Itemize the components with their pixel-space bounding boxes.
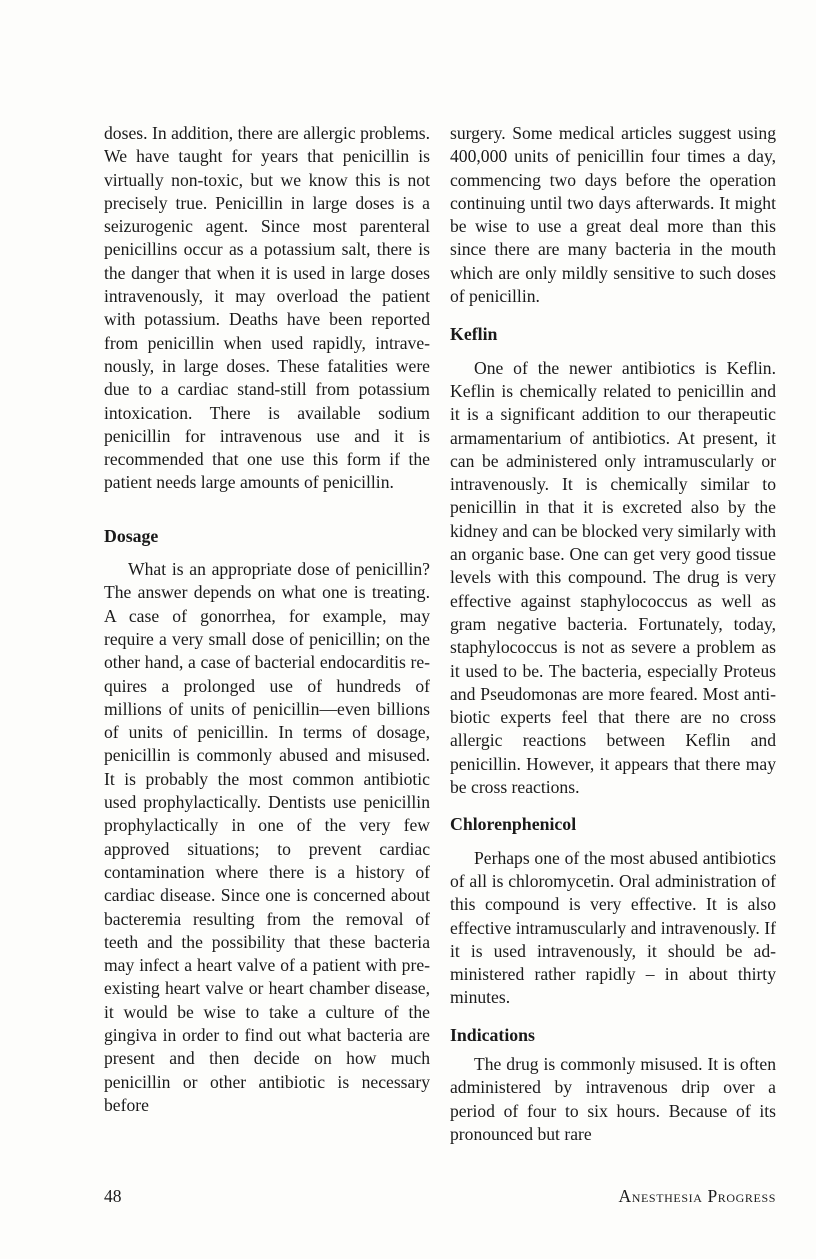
body-paragraph-keflin: One of the newer antibiotics is Keflin. Keflin is chemically related to penicillin and it is a significant addition to our therapeutic armamentarium of antibiotics. At present, it can be administered only intramuscularly or intravenously. It is chemically similar to penicillin in that it is excreted also by the kidney and can be blocked very similarly with an organic base. One can get very good tissue levels with this compound. The drug is very effective against staphylococcus as well as gram negative bacteria. Fortunately, today, staphylococcus is not as severe a problem as it used to be. The bacteria, especially Proteus and Pseudomonas are more feared. Most antibiotic experts feel that there are no cross allergic reactions between Keflin and penicillin. However, it appears that there may be cross reactions.	[450, 357, 776, 798]
body-paragraph-chloromycetin: Perhaps one of the most abused antibiotics of all is chloromycetin. Oral administration of this compound is very effective. It is also effective intramuscularly and intravenously. If it is used intravenously, it should be administered rather rapidly – in about thirty minutes.	[450, 847, 776, 1008]
section-heading-indications: Indications	[450, 1024, 535, 1045]
section-heading-dosage: Dosage	[104, 525, 159, 546]
section-heading-chlorenphenicol: Chlorenphenicol	[450, 814, 577, 835]
left-column	[104, 122, 430, 1117]
page-number: 48	[104, 1186, 122, 1206]
section-heading-keflin: Keflin	[450, 324, 498, 345]
body-paragraph-indications: The drug is commonly misused. It is often administered by intravenous drip over a period of four to six hours. Because of its pronounced but rare	[450, 1053, 776, 1144]
journal-title: Anesthesia Progress	[618, 1186, 776, 1206]
body-paragraph-dosage: What is an appropriate dose of penicillin? The answer depends on what one is treating. A case of gonorrhea, for example, may require a very small dose of penicillin; on the other hand, a case of bacterial endocarditis requires a prolonged use of hundreds of millions of units of penicillin—even billions of units of penicillin. In terms of dosage, penicillin is commonly abused and misused. It is probably the most common antibiotic used prophylactically. Dentists use penicillin prophylactically in one of the very few approved situations; to prevent cardiac contamination where there is a history of cardiac disease. Since one is concerned about bacteremia resulting from the removal of teeth and the possibility that these bacteria may infect a heart valve of a patient with preexisting heart valve or heart chamber disease, it would be wise to take a culture of the gingiva in order to find out what bacteria are present and then decide on how much penicillin or other antibiotic is necessary before	[104, 559, 430, 1115]
body-paragraph-allergic-problems: doses. In addition, there are allergic problems. We have taught for years that penicillin is virtually non-toxic, but we know this is not precisely true. Penicillin in large doses is a seizurogenic agent. Since most parenteral penicillins occur as a potassium salt, there is the danger that when it is used in large doses intravenously, it may overload the patient with potassium. Deaths have been reported from penicillin when used rapidly, intravenously, in large doses. These fatalities were due to a cardiac stand-still from potassium intoxication. There is available sodium penicillin for intravenous use and it is recommended that one use this form if the patient needs large amounts of penicillin.	[104, 123, 430, 493]
right-column	[450, 122, 776, 1146]
body-paragraph-surgery: surgery. Some medical articles suggest using 400,000 units of penicillin four times a day, commencing two days before the operation continuing until two days afterwards. It might be wise to use a great deal more than this since there are many bacteria in the mouth which are only mildly sensitive to such doses of penicillin.	[450, 123, 776, 307]
